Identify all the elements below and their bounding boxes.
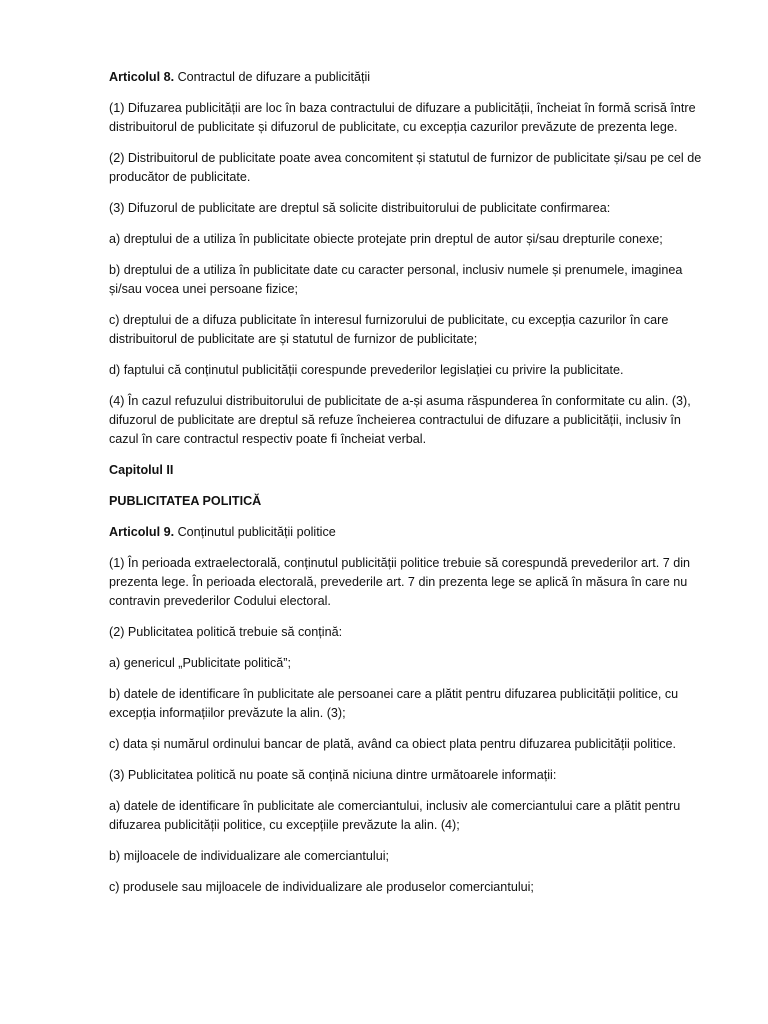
- article-8-item-a: a) dreptului de a utiliza în publicitate obiecte protejate prin dreptul de autor și/sau drepturile conexe;: [109, 232, 663, 246]
- article-9-label: Articolul 9.: [109, 525, 175, 539]
- article-9-title: Conținutul publicității politice: [174, 525, 336, 539]
- article-8-paragraph-1: (1) Difuzarea publicității are loc în baza contractului de difuzare a publicității, încheiat în formă scrisă între distribuitorul de publicitate și difuzorul de publicitate, cu excepția cazurilor prevăzute de prezenta lege.: [109, 101, 696, 134]
- article-9-paragraph-1: (1) În perioada extraelectorală, conținutul publicității politice trebuie să corespundă prevederilor art. 7 din prezenta lege. În perioada electorală, prevederile art. 7 din prezenta lege se aplică în măsura în care nu contravin prevederilor Codului electoral.: [109, 556, 691, 608]
- article-8-title: Contractul de difuzare a publicității: [174, 70, 371, 84]
- article-9-heading: [109, 523, 709, 542]
- article-9-p2-item-c: c) data și numărul ordinului bancar de plată, având ca obiect plata pentru difuzarea publicității politice.: [109, 737, 677, 751]
- document-body: [109, 68, 709, 909]
- article-8-paragraph-2: (2) Distribuitorul de publicitate poate avea concomitent și statutul de furnizor de publicitate și/sau pe cel de producător de publicitate.: [109, 151, 702, 184]
- article-9-p3-item-c: c) produsele sau mijloacele de individualizare ale produselor comerciantului;: [109, 880, 534, 894]
- article-8-label: Articolul 8.: [109, 70, 175, 84]
- article-8-paragraph-4: (4) În cazul refuzului distribuitorului de publicitate de a-și asuma răspunderea în conformitate cu alin. (3), difuzorul de publicitate are dreptul să refuze încheierea contractului de difuzare a publicității, inclusiv în cazul în care contractul respectiv poate fi încheiat verbal.: [109, 394, 691, 446]
- chapter-heading: Capitolul II: [109, 463, 174, 477]
- article-9-paragraph-2: (2) Publicitatea politică trebuie să conțină:: [109, 625, 343, 639]
- article-8-heading: [109, 68, 709, 87]
- article-9-p2-item-b: b) datele de identificare în publicitate ale persoanei care a plătit pentru difuzarea publicității politice, cu excepția informațiilor prevăzute la alin. (3);: [109, 687, 679, 720]
- article-9-p3-item-a: a) datele de identificare în publicitate ale comerciantului, inclusiv ale comerciantului care a plătit pentru difuzarea publicității politice, cu excepțiile prevăzute la alin. (4);: [109, 799, 681, 832]
- article-9-paragraph-3: (3) Publicitatea politică nu poate să conțină niciuna dintre următoarele informații:: [109, 768, 557, 782]
- article-8-item-b: b) dreptului de a utiliza în publicitate date cu caracter personal, inclusiv numele și prenumele, imaginea și/sau vocea unei persoane fizice;: [109, 263, 683, 296]
- article-8-item-c: c) dreptului de a difuza publicitate în interesul furnizorului de publicitate, cu excepția cazurilor în care distribuitorul de publicitate are și statutul de furnizor de publicitate;: [109, 313, 669, 346]
- chapter-title: PUBLICITATEA POLITICĂ: [109, 494, 262, 508]
- article-8-paragraph-3: (3) Difuzorul de publicitate are dreptul să solicite distribuitorului de publicitate confirmarea:: [109, 201, 611, 215]
- article-9-p2-item-a: a) genericul „Publicitate politică”;: [109, 656, 291, 670]
- article-9-p3-item-b: b) mijloacele de individualizare ale comerciantului;: [109, 849, 390, 863]
- article-8-item-d: d) faptului că conținutul publicității corespunde prevederilor legislației cu privire la publicitate.: [109, 363, 624, 377]
